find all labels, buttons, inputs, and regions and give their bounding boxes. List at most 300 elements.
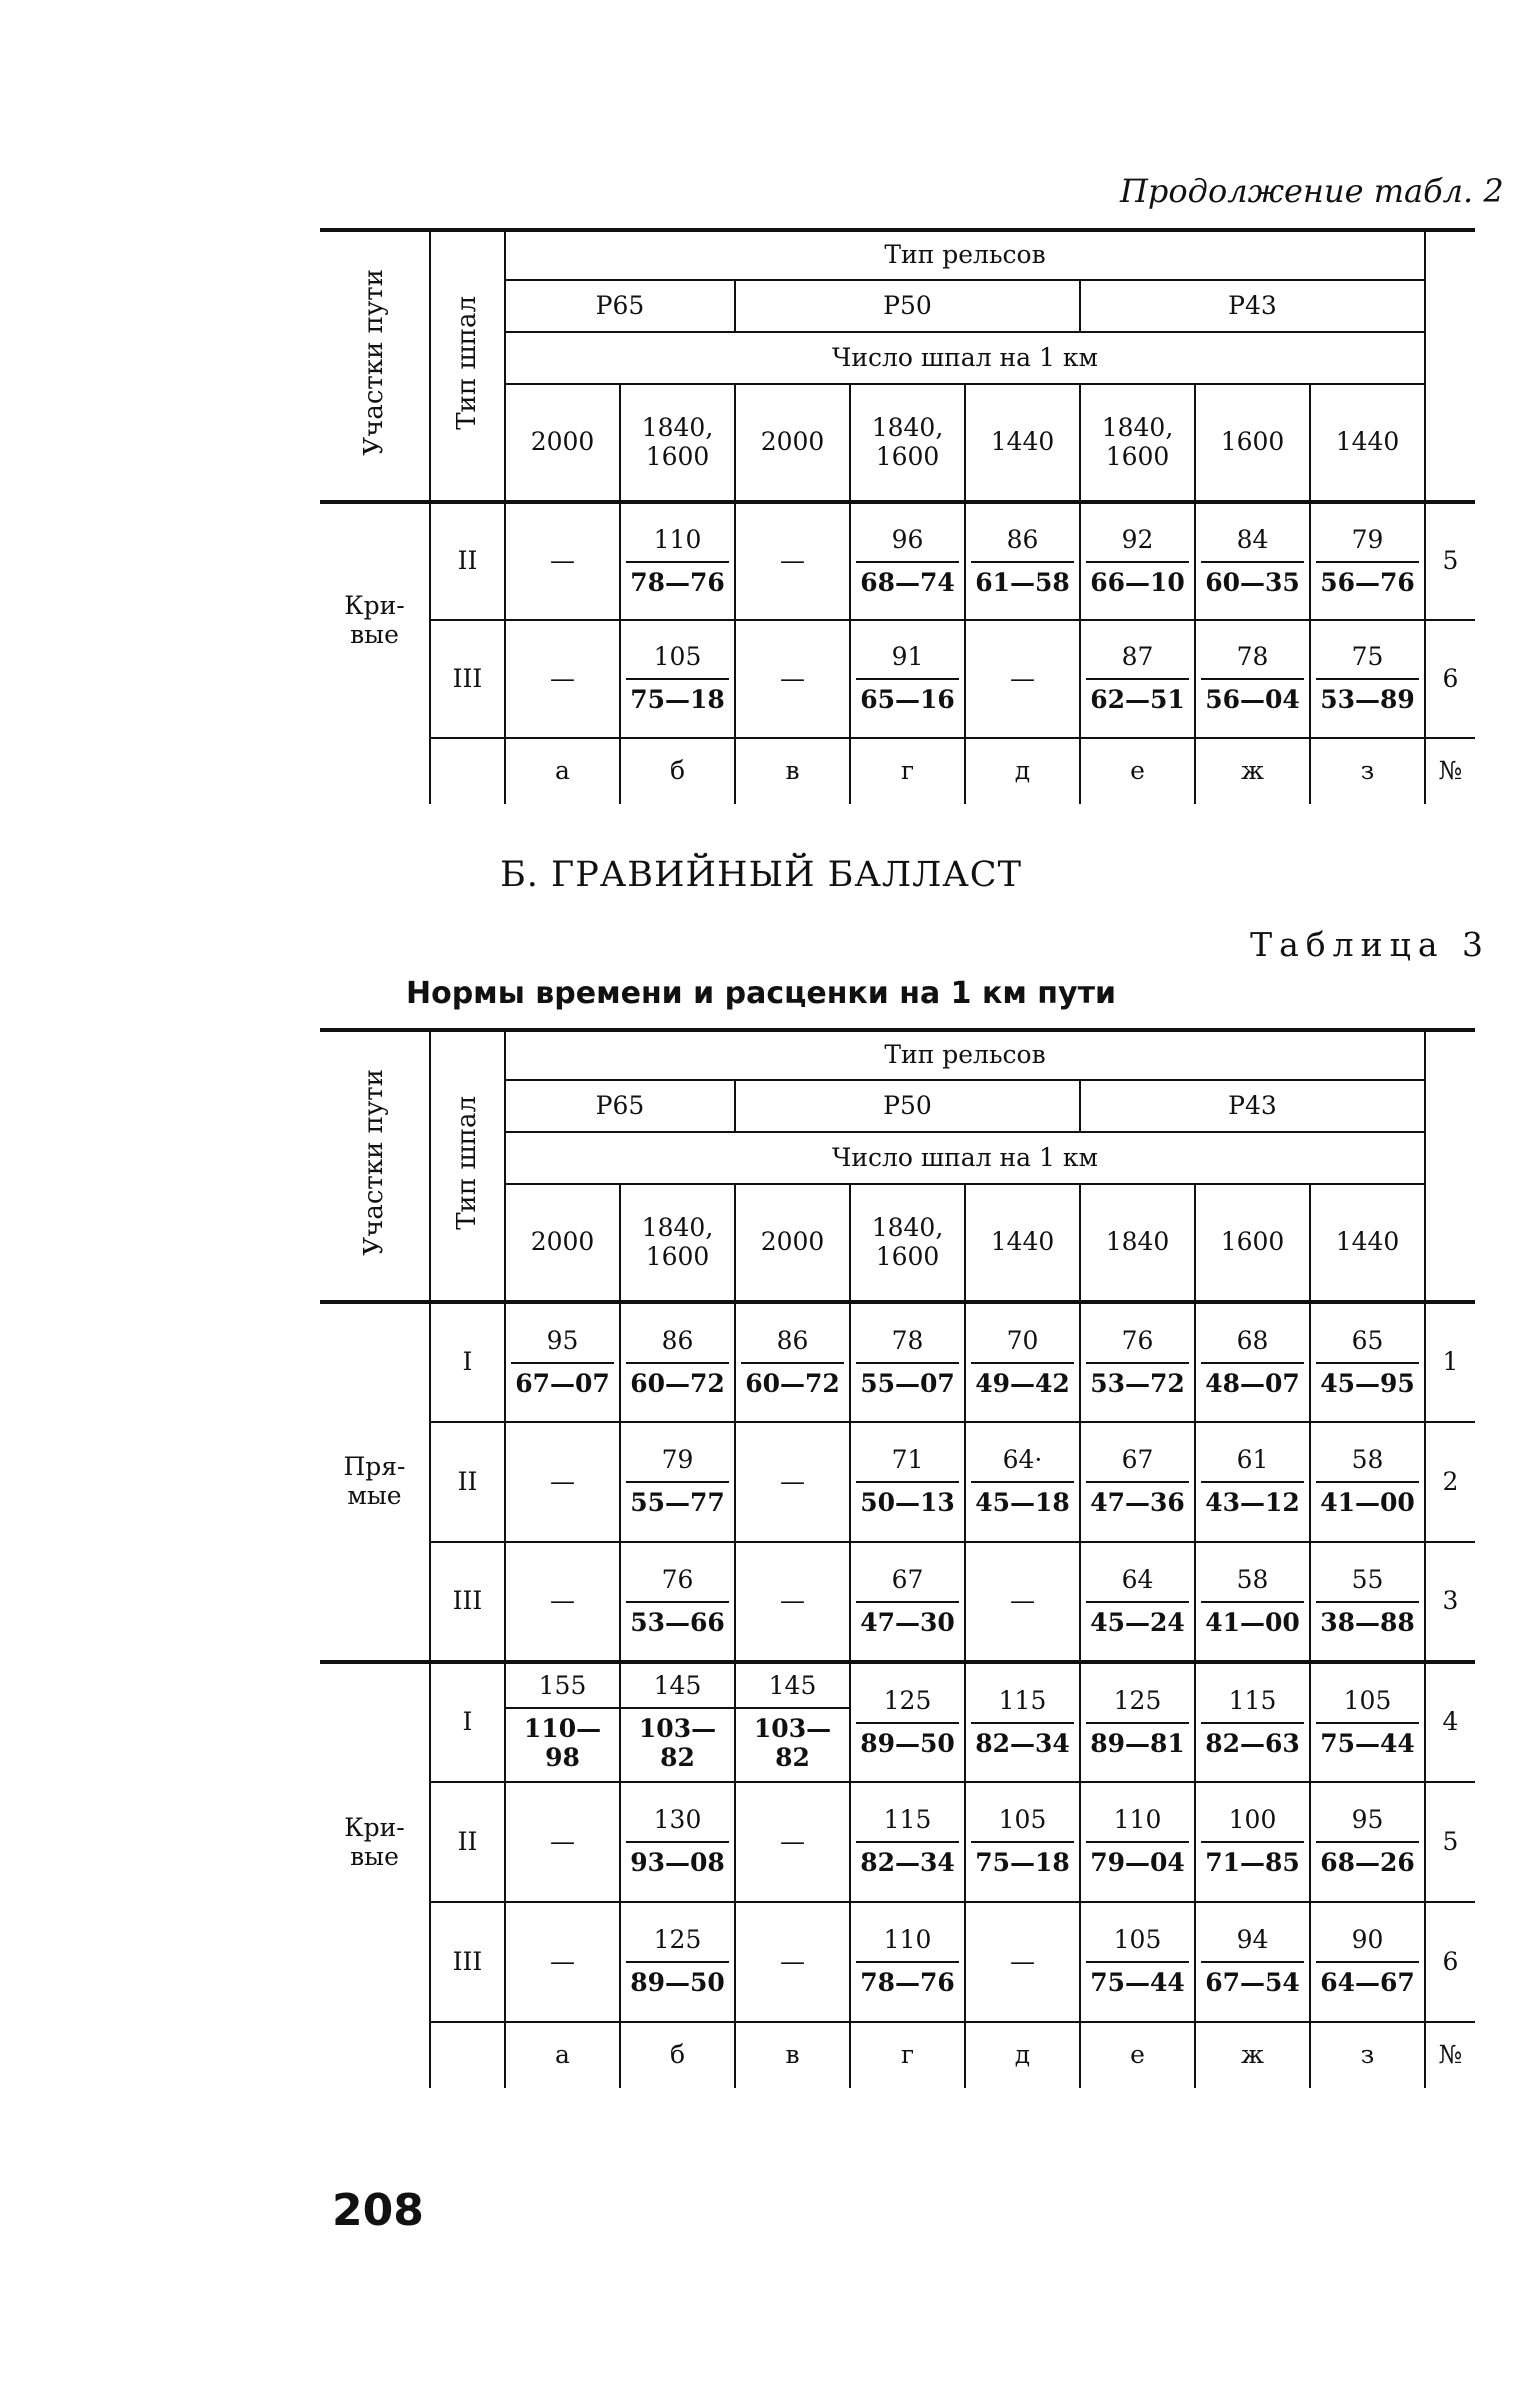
fraction-denominator: 78—76: [630, 567, 725, 597]
rail-header: Р50: [735, 280, 1080, 332]
fraction-numerator: 91: [856, 643, 959, 680]
value-cell: [1195, 1902, 1310, 2022]
table-number: Таблица 3: [1250, 925, 1490, 964]
empty-cell: [320, 2022, 430, 2088]
fraction: [971, 1446, 1074, 1518]
fraction-numerator: 125: [626, 1926, 729, 1963]
fraction-numerator: 110: [626, 526, 729, 563]
value-cell: [1080, 1782, 1195, 1902]
fraction: [1086, 1327, 1189, 1399]
fraction: [856, 1566, 959, 1638]
fraction-numerator: 105: [1316, 1687, 1419, 1724]
empty-cell: [430, 738, 505, 804]
fraction-numerator: 65: [1316, 1327, 1419, 1364]
fraction-denominator: 47—30: [860, 1607, 955, 1637]
sleeper-count-header: 1840, 1600: [1080, 384, 1195, 502]
value-cell: —: [505, 1782, 620, 1902]
value-cell: [1195, 620, 1310, 738]
sleeper-count-header: 2000: [735, 1184, 850, 1302]
fraction-numerator: 125: [1086, 1687, 1189, 1724]
fraction: [1316, 1327, 1419, 1399]
value-cell: —: [505, 502, 620, 620]
value-cell: [1195, 1542, 1310, 1662]
value-cell: —: [735, 1782, 850, 1902]
fraction-denominator: 45—95: [1320, 1368, 1415, 1398]
value-cell: [1310, 1542, 1425, 1662]
no-label: №: [1425, 738, 1475, 804]
value-cell: [620, 1542, 735, 1662]
sleeper-col-label: Тип шпал: [451, 295, 482, 430]
row-number: 5: [1425, 502, 1475, 620]
fraction-denominator: 89—50: [860, 1728, 955, 1758]
value-cell: —: [735, 1422, 850, 1542]
no-col-header: [1425, 230, 1475, 502]
fraction-denominator: 48—07: [1205, 1368, 1300, 1398]
fraction-numerator: 110: [1086, 1806, 1189, 1843]
value-cell: [1080, 620, 1195, 738]
fraction-numerator: 64·: [971, 1446, 1074, 1483]
fraction-numerator: 84: [1201, 526, 1304, 563]
sleeper-count-header: 2000: [505, 1184, 620, 1302]
fraction-denominator: 65—16: [860, 685, 955, 714]
value-cell: [620, 620, 735, 738]
row-number: 5: [1425, 1782, 1475, 1902]
column-letter: а: [555, 756, 570, 786]
fraction: [1086, 1687, 1189, 1759]
fraction: [1316, 1446, 1419, 1518]
fraction-denominator: 64—67: [1320, 1968, 1415, 1997]
sleeper-type-cell: II: [430, 502, 505, 620]
fraction-numerator: 86: [741, 1327, 844, 1364]
fraction-numerator: 76: [1086, 1327, 1189, 1364]
section-heading: Б. ГРАВИЙНЫЙ БАЛЛАСТ: [500, 855, 1022, 895]
fraction: [626, 1327, 729, 1399]
fraction-numerator: 61: [1201, 1446, 1304, 1483]
fraction-numerator: 95: [511, 1327, 614, 1364]
section-col-label: Участки пути: [358, 1069, 389, 1256]
fraction: [1201, 1566, 1304, 1638]
fraction-denominator: 68—74: [860, 567, 955, 597]
sleeper-type-cell: III: [430, 620, 505, 738]
fraction-numerator: 145: [621, 1672, 734, 1709]
row-number: 4: [1425, 1662, 1475, 1782]
fraction-denominator: 47—36: [1090, 1488, 1185, 1517]
fraction: [1201, 1687, 1304, 1759]
fraction: [971, 1806, 1074, 1878]
fraction-denominator: 41—00: [1205, 1607, 1300, 1637]
fraction-denominator: 60—72: [745, 1368, 840, 1398]
sleepers-per-km-header: Число шпал на 1 км: [505, 1132, 1425, 1184]
fraction-numerator: 94: [1201, 1926, 1304, 1963]
fraction-denominator: 53—72: [1090, 1368, 1185, 1398]
table-row: [320, 1302, 1475, 1422]
sleeper-count-header: 2000: [735, 384, 850, 502]
fraction-denominator: 43—12: [1205, 1488, 1300, 1517]
fraction-denominator: 60—35: [1205, 567, 1300, 597]
sleeper-count-header: 1440: [965, 1184, 1080, 1302]
value-cell: [1195, 1662, 1310, 1782]
table-3: [320, 1028, 1475, 2088]
column-letter: г: [850, 738, 965, 804]
value-cell: [1080, 1662, 1195, 1782]
fraction-denominator: 60—72: [630, 1368, 725, 1398]
value-cell: [1080, 1542, 1195, 1662]
table-row: [320, 1782, 1475, 1902]
continuation-label: Продолжение табл. 2: [1120, 172, 1504, 210]
column-letter: з: [1310, 738, 1425, 804]
fraction-denominator: 66—10: [1090, 567, 1185, 597]
fraction: [856, 526, 959, 598]
sleeper-count-header: 1440: [1310, 384, 1425, 502]
section-col-header: [320, 1030, 430, 1302]
fraction-denominator: 75—44: [1090, 1968, 1185, 1997]
fraction-numerator: 155: [506, 1672, 619, 1709]
fraction-numerator: 92: [1086, 526, 1189, 563]
fraction: [1201, 1806, 1304, 1878]
no-label: №: [1425, 2022, 1475, 2088]
sleeper-count-header: 1840: [1080, 1184, 1195, 1302]
value-cell: —: [965, 1542, 1080, 1662]
fraction: [1316, 1806, 1419, 1878]
fraction: [1201, 643, 1304, 715]
fraction-numerator: 75: [1316, 643, 1419, 680]
rail-header: Р50: [735, 1080, 1080, 1132]
value-cell: —: [735, 502, 850, 620]
fraction: [1086, 643, 1189, 715]
column-letter: б: [620, 738, 735, 804]
fraction-denominator: 82—63: [1205, 1728, 1300, 1758]
fraction-numerator: 130: [626, 1806, 729, 1843]
fraction: [856, 643, 959, 715]
fraction-denominator: 103—82: [638, 1714, 717, 1772]
fraction-denominator: 49—42: [975, 1368, 1070, 1398]
value-cell: [620, 1782, 735, 1902]
fraction: [1201, 1327, 1304, 1399]
fraction-numerator: 70: [971, 1327, 1074, 1364]
fraction: [856, 1327, 959, 1399]
fraction-denominator: 67—07: [515, 1368, 610, 1398]
fraction-denominator: 38—88: [1320, 1607, 1415, 1637]
value-cell: [505, 1662, 620, 1782]
fraction: [1201, 526, 1304, 598]
value-cell: —: [505, 1422, 620, 1542]
fraction: [626, 526, 729, 598]
fraction-numerator: 71: [856, 1446, 959, 1483]
sleeper-type-cell: I: [430, 1662, 505, 1782]
fraction-denominator: 41—00: [1320, 1488, 1415, 1517]
sleeper-col-header: [430, 230, 505, 502]
sleeper-col-header: [430, 1030, 505, 1302]
fraction-denominator: 93—08: [630, 1848, 725, 1877]
rail-header: Р43: [1080, 1080, 1425, 1132]
column-letter: ж: [1195, 738, 1310, 804]
fraction: [511, 1327, 614, 1399]
fraction-numerator: 105: [626, 643, 729, 680]
fraction: [1316, 1566, 1419, 1638]
value-cell: [1080, 1902, 1195, 2022]
column-letter: б: [620, 2022, 735, 2088]
fraction-numerator: 78: [856, 1327, 959, 1364]
fraction: [1086, 526, 1189, 598]
table-title: Нормы времени и расценки на 1 км пути: [405, 976, 1116, 1011]
fraction-numerator: 115: [856, 1806, 959, 1843]
fraction-numerator: 79: [1316, 526, 1419, 563]
rail-header: Р43: [1080, 280, 1425, 332]
value-cell: [965, 502, 1080, 620]
fraction: [971, 526, 1074, 598]
value-cell: —: [505, 620, 620, 738]
fraction: [626, 1446, 729, 1518]
fraction-numerator: 96: [856, 526, 959, 563]
fraction-denominator: 56—76: [1320, 567, 1415, 597]
sleeper-count-header: 2000: [505, 384, 620, 502]
row-number: 3: [1425, 1542, 1475, 1662]
value-cell: [850, 502, 965, 620]
sleeper-col-label: Тип шпал: [451, 1095, 482, 1230]
fraction: [1086, 1926, 1189, 1998]
fraction-denominator: 50—13: [860, 1488, 955, 1517]
fraction: [1201, 1446, 1304, 1518]
fraction: [506, 1672, 619, 1772]
fraction-denominator: 75—18: [630, 685, 725, 714]
fraction-numerator: 105: [1086, 1926, 1189, 1963]
fraction: [856, 1446, 959, 1518]
value-cell: [620, 1302, 735, 1422]
fraction-numerator: 90: [1316, 1926, 1419, 1963]
rail-type-header: Тип рельсов: [505, 230, 1425, 280]
fraction-numerator: 125: [856, 1687, 959, 1724]
value-cell: [850, 1302, 965, 1422]
fraction-numerator: 64: [1086, 1566, 1189, 1603]
value-cell: [1080, 1422, 1195, 1542]
fraction-numerator: 68: [1201, 1327, 1304, 1364]
rail-header: Р65: [505, 1080, 735, 1132]
fraction-denominator: 75—18: [975, 1848, 1070, 1877]
fraction: [1316, 526, 1419, 598]
section-group-label: Кри- вые: [320, 1662, 430, 2022]
fraction-numerator: 86: [626, 1327, 729, 1364]
fraction-denominator: 71—85: [1205, 1848, 1300, 1877]
value-cell: [735, 1302, 850, 1422]
fraction-numerator: 115: [1201, 1687, 1304, 1724]
fraction-numerator: 145: [736, 1672, 849, 1709]
value-cell: [1195, 1302, 1310, 1422]
table-row: [320, 1902, 1475, 2022]
table-row: [320, 620, 1475, 738]
fraction: [1086, 1806, 1189, 1878]
fraction: [1086, 1446, 1189, 1518]
value-cell: —: [965, 1902, 1080, 2022]
fraction-denominator: 89—50: [630, 1968, 725, 1997]
rail-type-header: Тип рельсов: [505, 1030, 1425, 1080]
value-cell: [1310, 1422, 1425, 1542]
value-cell: [1310, 1782, 1425, 1902]
column-letter: з: [1310, 2022, 1425, 2088]
sleeper-count-header: 1840, 1600: [620, 1184, 735, 1302]
value-cell: —: [735, 620, 850, 738]
sleepers-per-km-header: Число шпал на 1 км: [505, 332, 1425, 384]
value-cell: [850, 1902, 965, 2022]
page-number: 208: [332, 2185, 424, 2236]
fraction-numerator: 95: [1316, 1806, 1419, 1843]
fraction-denominator: 79—04: [1090, 1848, 1185, 1877]
rail-header: Р65: [505, 280, 735, 332]
fraction: [626, 1806, 729, 1878]
fraction-denominator: 53—89: [1320, 685, 1415, 714]
value-cell: [620, 1662, 735, 1782]
value-cell: [620, 1422, 735, 1542]
value-cell: [965, 1302, 1080, 1422]
fraction: [971, 1687, 1074, 1759]
fraction: [856, 1806, 959, 1878]
fraction: [1316, 643, 1419, 715]
sleeper-type-cell: II: [430, 1422, 505, 1542]
fraction: [626, 1566, 729, 1638]
value-cell: [850, 1662, 965, 1782]
sleeper-count-header: 1600: [1195, 384, 1310, 502]
fraction-denominator: 62—51: [1090, 685, 1185, 714]
fraction-numerator: 100: [1201, 1806, 1304, 1843]
row-number: 6: [1425, 620, 1475, 738]
fraction-denominator: 53—66: [630, 1607, 725, 1637]
table-continuation: [320, 228, 1475, 804]
value-cell: —: [965, 620, 1080, 738]
sleeper-count-header: 1840, 1600: [620, 384, 735, 502]
sleeper-count-header: 1840, 1600: [850, 384, 965, 502]
fraction-numerator: 86: [971, 526, 1074, 563]
value-cell: [850, 1422, 965, 1542]
fraction-numerator: 76: [626, 1566, 729, 1603]
table-row: [320, 1662, 1475, 1782]
empty-cell: [430, 2022, 505, 2088]
value-cell: [735, 1662, 850, 1782]
fraction-numerator: 58: [1316, 1446, 1419, 1483]
value-cell: —: [735, 1542, 850, 1662]
value-cell: [1310, 620, 1425, 738]
fraction: [1316, 1687, 1419, 1759]
value-cell: —: [505, 1902, 620, 2022]
fraction-denominator: 78—76: [860, 1968, 955, 1997]
fraction-numerator: 55: [1316, 1566, 1419, 1603]
value-cell: [1195, 502, 1310, 620]
fraction-numerator: 87: [1086, 643, 1189, 680]
table-row: [320, 1422, 1475, 1542]
value-cell: [620, 1902, 735, 2022]
value-cell: [965, 1662, 1080, 1782]
fraction-denominator: 56—04: [1205, 685, 1300, 714]
sleeper-count-header: 1440: [1310, 1184, 1425, 1302]
value-cell: [1195, 1782, 1310, 1902]
fraction: [741, 1327, 844, 1399]
value-cell: [850, 1542, 965, 1662]
fraction-denominator: 110—98: [523, 1714, 602, 1772]
fraction-numerator: 58: [1201, 1566, 1304, 1603]
value-cell: —: [505, 1542, 620, 1662]
column-letter: в: [735, 2022, 850, 2088]
fraction-denominator: 67—54: [1205, 1968, 1300, 1997]
fraction: [626, 643, 729, 715]
value-cell: [1310, 1662, 1425, 1782]
row-number: 2: [1425, 1422, 1475, 1542]
value-cell: [1310, 1302, 1425, 1422]
fraction: [971, 1327, 1074, 1399]
fraction: [1316, 1926, 1419, 1998]
section-col-label: Участки пути: [358, 269, 389, 456]
fraction-denominator: 68—26: [1320, 1848, 1415, 1877]
fraction: [856, 1926, 959, 1998]
section-col-header: [320, 230, 430, 502]
section-group-label: Кри- вые: [344, 591, 405, 649]
fraction-denominator: 45—24: [1090, 1607, 1185, 1637]
sleeper-count-header: 1840, 1600: [850, 1184, 965, 1302]
value-cell: [850, 1782, 965, 1902]
value-cell: [1080, 502, 1195, 620]
empty-cell: [320, 738, 430, 804]
fraction-numerator: 115: [971, 1687, 1074, 1724]
column-letter: г: [850, 2022, 965, 2088]
fraction-denominator: 82—34: [975, 1728, 1070, 1758]
fraction: [856, 1687, 959, 1759]
fraction-numerator: 67: [1086, 1446, 1189, 1483]
column-letter: ж: [1195, 2022, 1310, 2088]
value-cell: [850, 620, 965, 738]
fraction: [1201, 1926, 1304, 1998]
fraction: [1086, 1566, 1189, 1638]
fraction-numerator: 79: [626, 1446, 729, 1483]
sleeper-type-cell: III: [430, 1902, 505, 2022]
column-letter: а: [555, 2040, 570, 2070]
value-cell: [1310, 502, 1425, 620]
fraction-denominator: 61—58: [975, 567, 1070, 597]
value-cell: [1310, 1902, 1425, 2022]
sleeper-type-cell: III: [430, 1542, 505, 1662]
fraction: [621, 1672, 734, 1772]
value-cell: [965, 1422, 1080, 1542]
sleeper-count-header: 1600: [1195, 1184, 1310, 1302]
column-letter: в: [735, 738, 850, 804]
fraction-denominator: 55—07: [860, 1368, 955, 1398]
column-letter: д: [965, 2022, 1080, 2088]
value-cell: —: [735, 1902, 850, 2022]
column-letter: е: [1080, 2022, 1195, 2088]
fraction-numerator: 110: [856, 1926, 959, 1963]
table-row: [320, 502, 1475, 620]
sleeper-count-header: 1440: [965, 384, 1080, 502]
fraction-denominator: 89—81: [1090, 1728, 1185, 1758]
fraction-numerator: 78: [1201, 643, 1304, 680]
value-cell: [1195, 1422, 1310, 1542]
section-group-label: Пря- мые: [343, 1452, 406, 1510]
fraction-denominator: 45—18: [975, 1488, 1070, 1517]
value-cell: [965, 1782, 1080, 1902]
fraction: [626, 1926, 729, 1998]
fraction-denominator: 55—77: [630, 1488, 725, 1517]
table-row: [320, 1542, 1475, 1662]
value-cell: [505, 1302, 620, 1422]
fraction-denominator: 75—44: [1320, 1728, 1415, 1758]
value-cell: [620, 502, 735, 620]
sleeper-type-cell: I: [430, 1302, 505, 1422]
fraction-numerator: 105: [971, 1806, 1074, 1843]
no-col-header: [1425, 1030, 1475, 1302]
column-letter: д: [965, 738, 1080, 804]
row-number: 1: [1425, 1302, 1475, 1422]
fraction-denominator: 103—82: [753, 1714, 832, 1772]
fraction-denominator: 82—34: [860, 1848, 955, 1877]
row-number: 6: [1425, 1902, 1475, 2022]
fraction: [736, 1672, 849, 1772]
column-letter: е: [1080, 738, 1195, 804]
